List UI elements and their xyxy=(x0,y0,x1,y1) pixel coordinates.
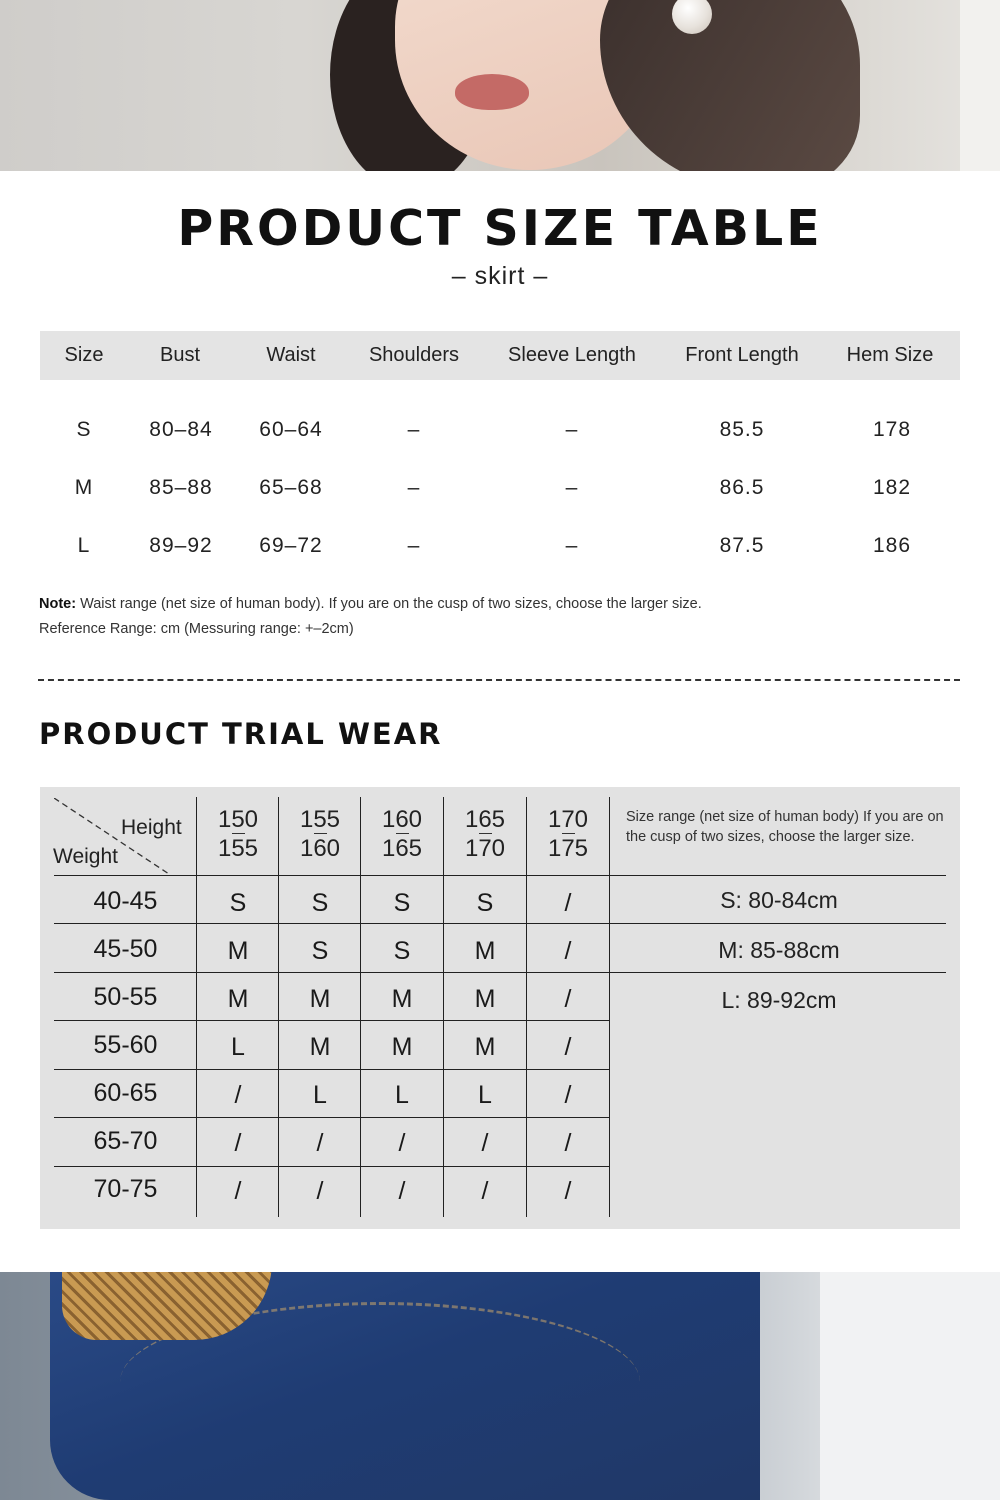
cell-hem-size: 182 xyxy=(872,476,912,499)
size-cell: M xyxy=(309,985,331,1013)
size-cell: / xyxy=(316,1177,324,1205)
size-cell: / xyxy=(481,1129,489,1157)
col-bust: Bust xyxy=(159,344,201,366)
cell-bust: 85–88 xyxy=(149,476,213,499)
size-cell: S xyxy=(229,889,247,917)
height-from: 155 xyxy=(299,806,341,833)
grid-divider xyxy=(54,1166,610,1167)
cell-waist: 60–64 xyxy=(259,418,323,441)
page-subtitle: – skirt – xyxy=(451,262,549,290)
height-to: 165 xyxy=(381,835,423,862)
cell-hem-size: 186 xyxy=(872,534,912,557)
cell-hem-size: 178 xyxy=(872,418,912,441)
cell-size: L xyxy=(77,534,91,557)
size-cell: M xyxy=(474,937,496,965)
size-cell: / xyxy=(564,1177,572,1205)
size-cell: S xyxy=(476,889,494,917)
dashed-divider xyxy=(38,679,960,681)
height-header xyxy=(198,808,278,861)
size-cell: M xyxy=(227,937,249,965)
cell-sleeve-length: – xyxy=(565,476,579,499)
weight-label: 50-55 xyxy=(93,983,158,1011)
cell-shoulders: – xyxy=(407,476,421,499)
cell-bust: 89–92 xyxy=(149,534,213,557)
height-header xyxy=(362,808,442,861)
size-cell: M xyxy=(391,985,413,1013)
weight-label: 65-70 xyxy=(93,1127,158,1155)
height-axis-label: Height xyxy=(121,816,182,839)
size-cell: L xyxy=(478,1081,492,1109)
weight-label: 40-45 xyxy=(93,887,158,915)
weight-axis-label: Weight xyxy=(53,845,118,868)
size-cell: S xyxy=(311,889,329,917)
height-from: 165 xyxy=(464,806,506,833)
size-cell: L xyxy=(313,1081,327,1109)
col-shoulders: Shoulders xyxy=(368,344,460,366)
cell-bust: 80–84 xyxy=(149,418,213,441)
size-cell: / xyxy=(564,985,572,1013)
note-label: Note: xyxy=(39,596,77,612)
grid-divider xyxy=(54,1069,610,1070)
size-cell: S xyxy=(393,889,411,917)
size-cell: / xyxy=(234,1129,242,1157)
size-note xyxy=(39,596,702,612)
size-table-header xyxy=(40,331,960,380)
table-row xyxy=(40,418,960,448)
col-waist: Waist xyxy=(266,344,316,366)
size-cell: / xyxy=(564,1033,572,1061)
size-cell: / xyxy=(316,1129,324,1157)
size-cell: S xyxy=(311,937,329,965)
note-text: Waist range (net size of human body). If you are on the cusp of two sizes, choose the larger size. xyxy=(76,596,702,612)
size-cell: S xyxy=(393,937,411,965)
col-hem-size: Hem Size xyxy=(846,344,934,366)
size-cell: M xyxy=(309,1033,331,1061)
size-cell: / xyxy=(564,889,572,917)
height-header xyxy=(445,808,525,861)
cell-front-length: 86.5 xyxy=(719,476,765,499)
height-to: 170 xyxy=(464,835,506,862)
size-cell: M xyxy=(474,985,496,1013)
table-row xyxy=(40,476,960,506)
height-from: 170 xyxy=(547,806,589,833)
weight-label: 60-65 xyxy=(93,1079,158,1107)
cell-size: S xyxy=(76,418,92,441)
size-cell: L xyxy=(395,1081,409,1109)
col-sleeve-length: Sleeve Length xyxy=(508,344,636,366)
height-to: 155 xyxy=(217,835,259,862)
height-from: 160 xyxy=(381,806,423,833)
cell-front-length: 87.5 xyxy=(719,534,765,557)
grid-divider xyxy=(54,1117,610,1118)
height-to: 160 xyxy=(299,835,341,862)
cell-shoulders: – xyxy=(407,418,421,441)
size-cell: / xyxy=(234,1081,242,1109)
cell-waist: 69–72 xyxy=(259,534,323,557)
cell-size: M xyxy=(74,476,94,499)
grid-divider xyxy=(54,1020,610,1021)
col-front-length: Front Length xyxy=(685,344,799,366)
height-header xyxy=(528,808,608,861)
cell-front-length: 85.5 xyxy=(719,418,765,441)
weight-label: 70-75 xyxy=(93,1175,158,1203)
weight-label: 55-60 xyxy=(93,1031,158,1059)
grid-divider xyxy=(54,923,946,924)
size-range-note: Size range (net size of human body) If you are on the cusp of two sizes, choose the larger size. xyxy=(626,809,944,845)
model-photo-bottom xyxy=(0,1272,1000,1500)
size-range-m: M: 85-88cm xyxy=(718,937,840,963)
col-size: Size xyxy=(64,344,104,366)
size-cell: / xyxy=(564,937,572,965)
page-title: PRODUCT SIZE TABLE xyxy=(177,200,823,257)
size-range-s: S: 80-84cm xyxy=(720,887,838,913)
grid-divider xyxy=(54,972,946,973)
size-cell: M xyxy=(227,985,249,1013)
height-header xyxy=(280,808,360,861)
grid-divider xyxy=(609,797,610,1217)
height-to: 175 xyxy=(547,835,589,862)
size-cell: / xyxy=(234,1177,242,1205)
cell-sleeve-length: – xyxy=(565,418,579,441)
size-cell: / xyxy=(564,1081,572,1109)
size-cell: / xyxy=(481,1177,489,1205)
size-cell: / xyxy=(398,1177,406,1205)
size-cell: / xyxy=(564,1129,572,1157)
weight-label: 45-50 xyxy=(93,935,158,963)
reference-range-note: Reference Range: cm (Messuring range: +–2cm) xyxy=(39,621,354,637)
size-cell: M xyxy=(391,1033,413,1061)
height-from: 150 xyxy=(217,806,259,833)
size-cell: L xyxy=(231,1033,245,1061)
model-photo-top xyxy=(0,0,1000,171)
trial-wear-title: PRODUCT TRIAL WEAR xyxy=(39,717,443,751)
size-cell: M xyxy=(474,1033,496,1061)
size-range-l: L: 89-92cm xyxy=(721,987,837,1013)
grid-divider xyxy=(54,875,946,876)
cell-shoulders: – xyxy=(407,534,421,557)
table-row xyxy=(40,534,960,564)
cell-sleeve-length: – xyxy=(565,534,579,557)
size-cell: / xyxy=(398,1129,406,1157)
cell-waist: 65–68 xyxy=(259,476,323,499)
